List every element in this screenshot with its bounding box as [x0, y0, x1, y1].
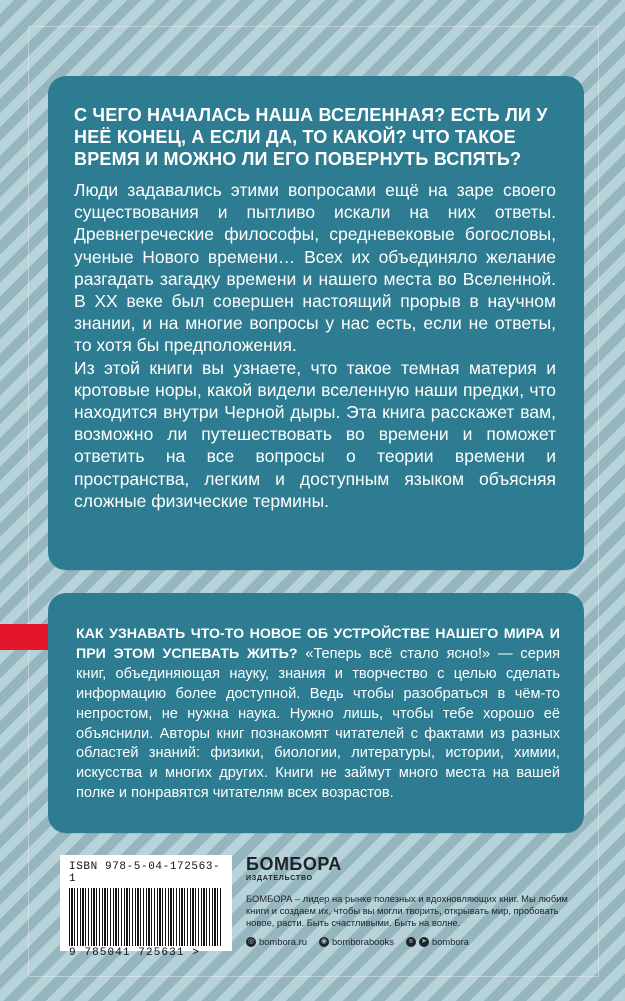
publisher-logo: БОМБОРА: [246, 854, 342, 874]
social-instagram-label: bomborabooks: [331, 936, 394, 947]
social-website[interactable]: [246, 936, 307, 947]
social-vk-telegram-label: bombora: [431, 936, 469, 947]
series-text: [76, 625, 560, 804]
social-links: [246, 936, 586, 947]
description-paragraph-2: Из этой книги вы узнаете, что такое темная материя и кротовые норы, какой видели вселенную наши предки, что находится внутри Черной дыры. Эта книга расскажет вам, возможно ли путешествовать во времени и поможет ответить на все вопросы о теории времени и пространства, легким и доступным языком объясняя сложные физические термины.: [74, 357, 556, 511]
social-instagram[interactable]: [319, 936, 394, 947]
description-paragraph-1: Люди задавались этими вопросами ещё на заре своего существования и пытливо искали на них ответы. Древнегреческие философы, средневековые богословы, ученые Нового времени… Всех их объединяло желание разгадать загадку времени и нашего места во Вселенной. В XX веке был совершен настоящий прорыв в научном знании, и на многие вопросы у нас есть, если не ответы, то хотя бы предположения.: [74, 180, 556, 356]
globe-icon: ◎: [247, 937, 255, 945]
series-lead: КАК УЗНАВАТЬ ЧТО-ТО НОВОЕ ОБ УСТРОЙСТВЕ НАШЕГО МИРА И ПРИ ЭТОМ УСПЕВАТЬ ЖИТЬ?: [76, 626, 560, 662]
social-vk-telegram[interactable]: [406, 936, 469, 947]
description-heading: С ЧЕГО НАЧАЛАСЬ НАША ВСЕЛЕННАЯ? ЕСТЬ ЛИ У НЕЁ КОНЕЦ, А ЕСЛИ ДА, ТО КАКОЙ? ЧТО ТАКОЕ ВРЕМЯ И МОЖНО ЛИ ЕГО ПОВЕРНУТЬ ВСПЯТЬ?: [74, 105, 548, 169]
barcode-bars: [69, 888, 223, 946]
series-body: «Теперь всё стало ясно!» — серия книг, объединяющая науку, знания и творчество с целью сделать информацию более доступной. Ведь чтобы разобраться в чём-то непростом, не нужна наука. Нужно лишь, чтобы тебе хорошо её объяснили. Авторы книг познакомят читателей с фактами из разных областей знаний: физики, биологии, литературы, истории, химии, искусства и многих других. Книги не займут много места на вашей полке и понравятся читателям всех возрастов.: [76, 645, 560, 802]
series-panel: [48, 593, 584, 833]
barcode: [60, 855, 232, 959]
publisher-tagline: БОМБОРА – лидер на рынке полезных и вдохновляющих книг. Мы любим книги и создаем их, чтобы вы могли творить, открывать мир, пробовать новое, расти. Быть счастливыми. Быть на волне.: [246, 893, 568, 928]
vk-icon: в: [406, 937, 416, 947]
telegram-icon: ➤: [419, 937, 429, 947]
instagram-icon: ◉: [320, 937, 327, 945]
social-website-label: bombora.ru: [259, 936, 307, 947]
publisher-logo-subtitle: ИЗДАТЕЛЬСТВО: [246, 875, 313, 882]
barcode-number: 9 785041 725631 >: [69, 947, 200, 959]
description-panel: [48, 76, 584, 570]
description-body: [74, 179, 556, 512]
publisher-block: [246, 855, 586, 947]
isbn-label: ISBN 978-5-04-172563-1: [69, 861, 221, 885]
